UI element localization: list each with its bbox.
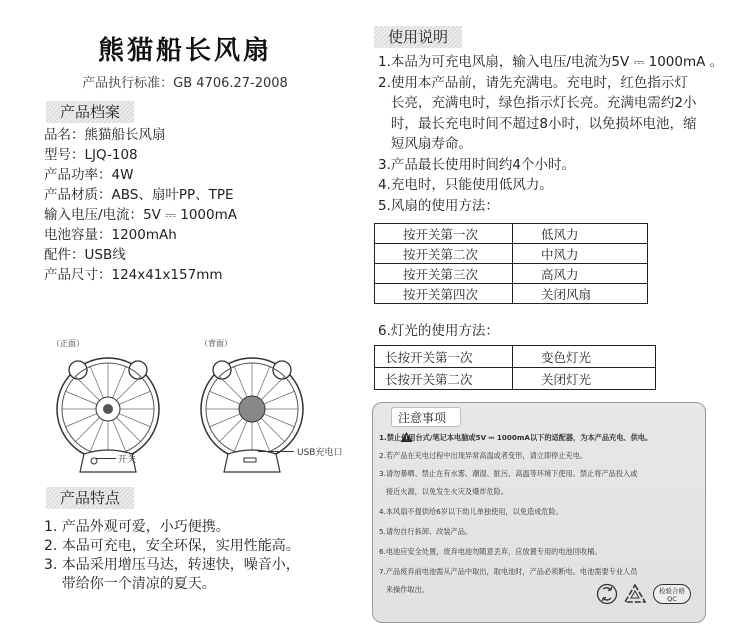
spec-material: 产品材质：ABS、扇叶PP、TPE <box>44 187 234 203</box>
recycling-triangle-icon <box>623 583 647 605</box>
note-item: 5.请勿自行拆卸、改装产品。 <box>379 527 473 536</box>
table-row <box>375 224 648 244</box>
note-item: 2.若产品在充电过程中出现异常高温或者变形，请立即停止充电。 <box>379 451 588 460</box>
note-item: 3.请勿暴晒、禁止在有水雾、潮湿、脏污、高温等环境下使用。禁止将产品投入或 <box>379 469 638 478</box>
table-cell: 关闭灯光 <box>513 368 656 390</box>
usage-line: 1.本品为可充电风扇，输入电压/电流为5V ⎓ 1000mA 。 <box>378 54 724 70</box>
spec-input: 输入电压/电流：5V ⎓ 1000mA <box>44 207 237 223</box>
product-title: 熊猫船长风扇 <box>97 36 272 66</box>
usage-line: 长亮，充满电时，绿色指示灯长亮。充满电需约2小 <box>378 95 697 111</box>
table-cell: 低风力 <box>513 224 648 244</box>
qc-pass-badge: 检验合格 QC <box>653 584 691 604</box>
fan-front-illustration <box>44 346 174 476</box>
table-row <box>375 346 656 368</box>
table-cell: 按开关第二次 <box>375 244 513 264</box>
switch-label: 开关 <box>118 455 137 465</box>
spec-model: 型号：LJQ-108 <box>44 147 138 163</box>
notes-heading <box>391 407 461 427</box>
table-cell: 长按开关第二次 <box>375 368 513 390</box>
table-cell: 按开关第三次 <box>375 264 513 284</box>
usb-port-label: USB充电口 <box>297 448 343 458</box>
fan-usage-table <box>374 223 648 304</box>
archive-heading <box>46 101 134 123</box>
spec-size: 产品尺寸：124x41x157mm <box>44 267 223 283</box>
note-item: 7.产品废弃前电池需从产品中取出，取电池时，产品必须断电。电池需要专业人员 <box>379 567 638 576</box>
usage-line: 时，最长充电时间不超过8小时，以免损坏电池，缩 <box>378 115 697 132</box>
table-cell: 中风力 <box>513 244 648 264</box>
light-usage-table <box>374 345 656 390</box>
light-heading: 6.灯光的使用方法： <box>378 323 499 339</box>
table-cell: 关闭风扇 <box>513 284 648 304</box>
notes-box <box>372 402 706 623</box>
spec-list <box>44 125 237 285</box>
recycle-icon <box>596 583 618 605</box>
table-cell: 按开关第四次 <box>375 284 513 304</box>
usage-heading <box>374 26 462 48</box>
table-cell: 长按开关第一次 <box>375 346 513 368</box>
usage-line: 短风扇寿命。 <box>378 136 472 152</box>
feature-item: 带给你一个清凉的夏天。 <box>44 576 216 592</box>
features-heading-text: 产品特点 <box>60 489 121 507</box>
front-caption: （正面） <box>52 339 84 348</box>
archive-heading-text: 产品档案 <box>60 103 121 121</box>
note-item: 接近火源，以免发生火灾及爆炸危险。 <box>379 487 509 496</box>
usage-heading-text: 使用说明 <box>388 28 449 46</box>
note-item: 6.电池应安全处置，废弃电池勿随意丢弃，应放置专用的电池回收桶。 <box>379 547 602 556</box>
table-row <box>375 264 648 284</box>
table-cell: 高风力 <box>513 264 648 284</box>
spec-battery: 电池容量：1200mAh <box>44 227 177 243</box>
features-heading <box>46 487 134 509</box>
note-item: 来操作取出。 <box>379 585 429 594</box>
spec-name: 品名：熊猫船长风扇 <box>44 127 166 143</box>
usage-line: 2.使用本产品前，请先充满电。充电时，红色指示灯 <box>378 74 688 91</box>
spec-power: 产品功率：4W <box>44 167 134 183</box>
usage-instructions <box>378 52 723 216</box>
table-cell: 变色灯光 <box>513 346 656 368</box>
features-list <box>44 518 300 594</box>
table-row <box>375 244 648 264</box>
back-caption: （背面） <box>200 339 232 348</box>
table-cell: 按开关第一次 <box>375 224 513 244</box>
table-row <box>375 284 648 304</box>
feature-item: 3. 本品采用增压马达，转速快，噪音小， <box>44 557 300 573</box>
spec-accessory: 配件：USB线 <box>44 247 126 263</box>
note-item: 1.禁止使用台式/笔记本电脑或5V ⎓ 1000mA以下的适配器，为本产品充电、供电。 <box>379 433 653 442</box>
feature-item: 1. 产品外观可爱，小巧便携。 <box>44 519 230 535</box>
standard-text: 产品执行标准：GB 4706.27-2008 <box>82 76 288 91</box>
table-row <box>375 368 656 390</box>
note-item: 4.本风扇不提供给6岁以下幼儿单独使用，以免造成危险。 <box>379 507 563 516</box>
notes-heading-text: 注意事项 <box>398 411 447 425</box>
feature-item: 2. 本品可充电，安全环保，实用性能高。 <box>44 538 300 554</box>
usage-line: 4.充电时，只能使用低风力。 <box>378 177 553 193</box>
usage-line: 3.产品最长使用时间约4个小时。 <box>378 156 575 173</box>
usage-line: 5.风扇的使用方法： <box>378 197 499 214</box>
